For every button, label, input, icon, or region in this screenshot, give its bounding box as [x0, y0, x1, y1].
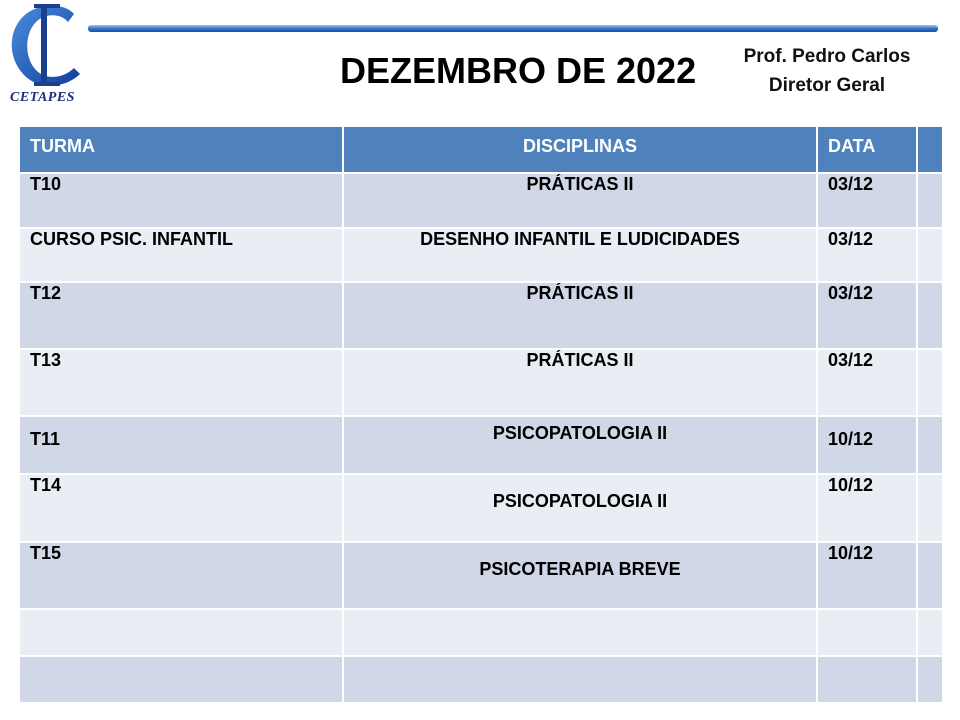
extra-cell [917, 609, 943, 656]
turma-cell: T15 [19, 542, 343, 609]
header-disciplinas: DISCIPLINAS [343, 126, 817, 173]
disciplina-cell [343, 609, 817, 656]
turma-cell: T10 [19, 173, 343, 228]
disciplina-cell: DESENHO INFANTIL E LUDICIDADES [343, 228, 817, 282]
data-cell: 03/12 [817, 349, 917, 416]
table-row [19, 228, 943, 282]
extra-cell [917, 474, 943, 542]
turma-cell: CURSO PSIC. INFANTIL [19, 228, 343, 282]
header-divider [88, 25, 938, 32]
director-name: Prof. Pedro Carlos [743, 46, 911, 67]
turma-cell: T13 [19, 349, 343, 416]
cetapes-c-logo-icon [4, 0, 86, 92]
extra-cell [917, 349, 943, 416]
table-row [19, 609, 943, 656]
page-title: DEZEMBRO DE 2022 [340, 50, 697, 91]
table-row [19, 474, 943, 542]
turma-cell: T12 [19, 282, 343, 349]
disciplina-cell: PRÁTICAS II [343, 349, 817, 416]
data-cell: 10/12 [817, 474, 917, 542]
turma-cell: T14 [19, 474, 343, 542]
data-cell: 03/12 [817, 282, 917, 349]
data-cell: 10/12 [817, 416, 917, 474]
data-cell: 03/12 [817, 228, 917, 282]
director-role: Diretor Geral [768, 75, 886, 96]
table-row [19, 542, 943, 609]
extra-cell [917, 282, 943, 349]
data-cell [817, 656, 917, 703]
disciplina-cell: PRÁTICAS II [343, 282, 817, 349]
table-row [19, 656, 943, 703]
disciplina-cell [343, 656, 817, 703]
director-info [726, 42, 928, 100]
extra-cell [917, 542, 943, 609]
extra-cell [917, 416, 943, 474]
logo-text: CETAPES [10, 90, 75, 105]
table-row [19, 416, 943, 474]
turma-cell [19, 656, 343, 703]
table-row [19, 349, 943, 416]
turma-cell: T11 [19, 416, 343, 474]
disciplina-cell: PRÁTICAS II [343, 173, 817, 228]
disciplina-cell: PSICOTERAPIA BREVE [343, 542, 817, 609]
extra-cell [917, 173, 943, 228]
cetapes-logo [4, 0, 86, 108]
data-cell: 03/12 [817, 173, 917, 228]
turma-cell [19, 609, 343, 656]
table-row [19, 282, 943, 349]
extra-cell [917, 656, 943, 703]
schedule-table [18, 125, 944, 704]
data-cell [817, 609, 917, 656]
header-turma: TURMA [19, 126, 343, 173]
header-data: DATA [817, 126, 917, 173]
extra-cell [917, 228, 943, 282]
disciplina-cell: PSICOPATOLOGIA II [343, 416, 817, 474]
header-extra [917, 126, 943, 173]
table-header-row [19, 126, 943, 173]
table-row [19, 173, 943, 228]
data-cell: 10/12 [817, 542, 917, 609]
disciplina-cell: PSICOPATOLOGIA II [343, 474, 817, 542]
